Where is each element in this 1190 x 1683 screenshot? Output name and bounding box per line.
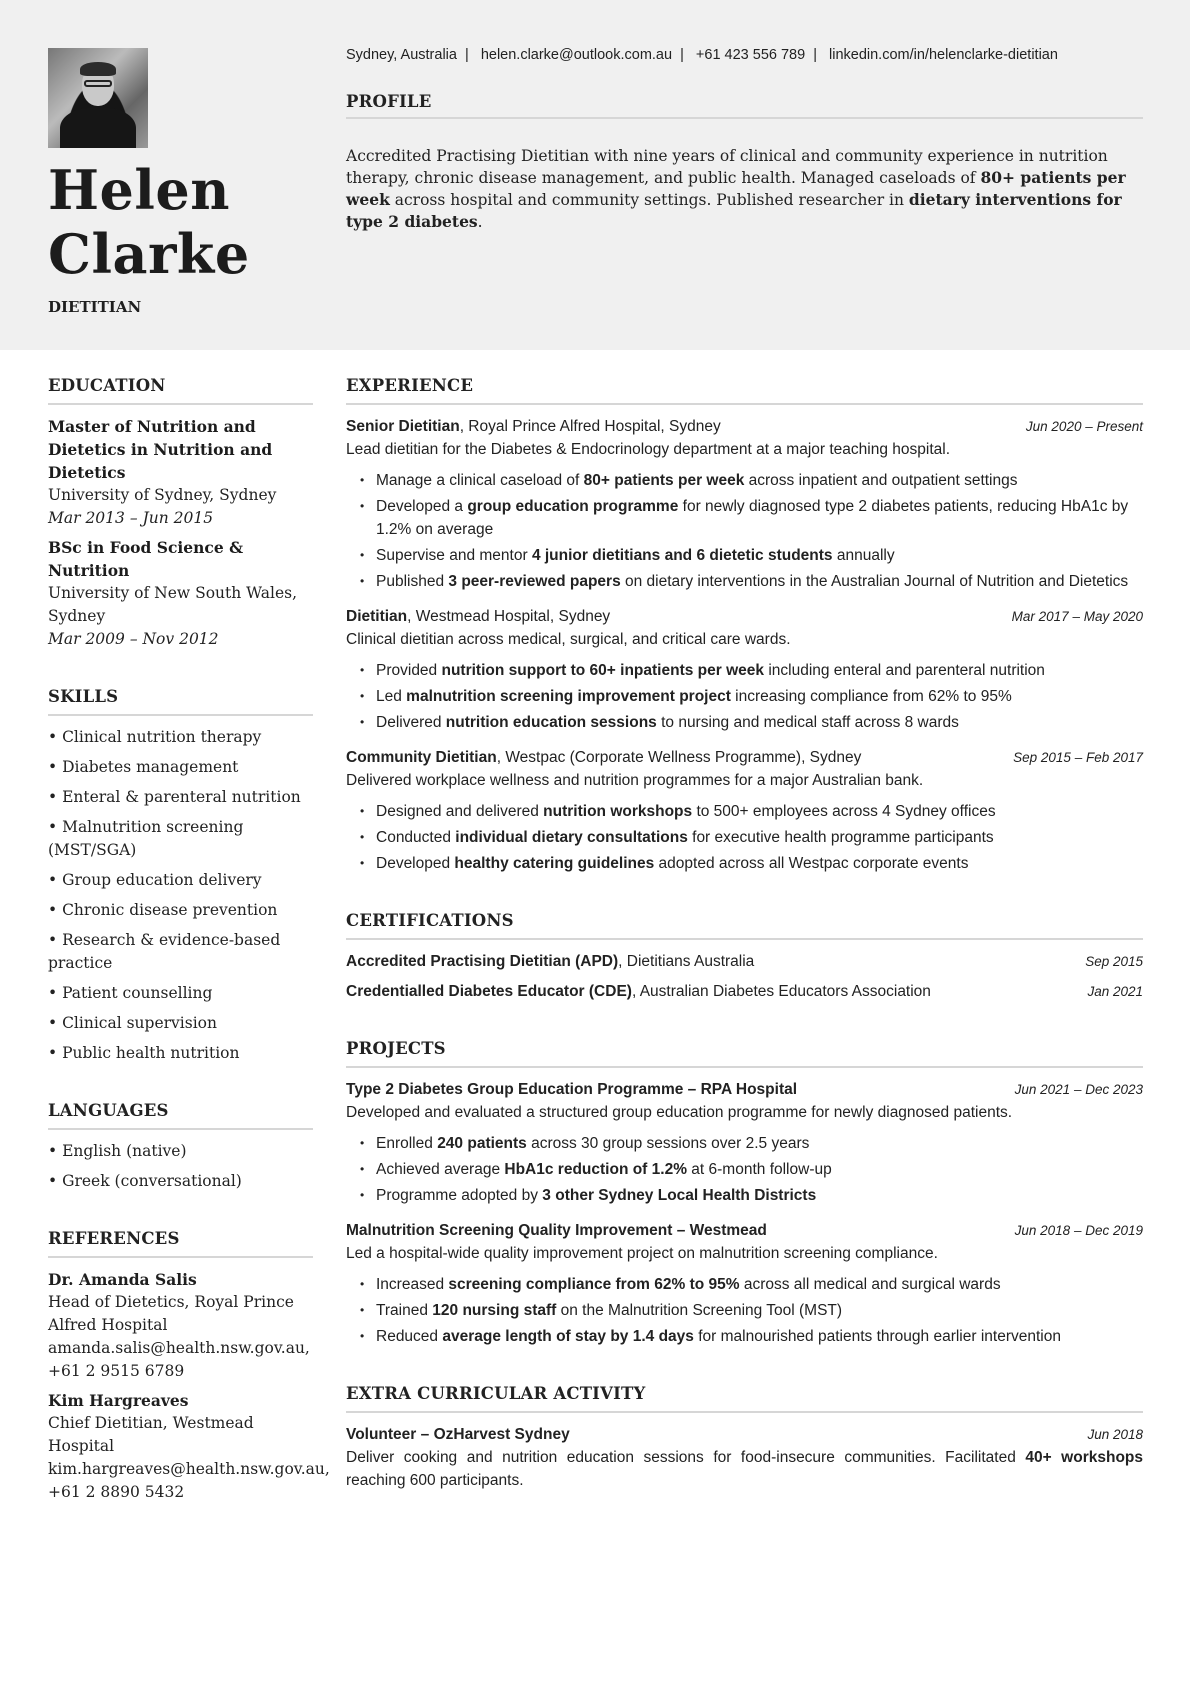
education-section [48, 374, 313, 651]
achievement-item [360, 469, 1143, 492]
body-text: Developed a [376, 498, 468, 515]
body-text: Enrolled [376, 1135, 438, 1152]
profile-section [346, 92, 1143, 233]
job-role: Dietitian [346, 608, 408, 625]
extracurricular-description [346, 1446, 1143, 1492]
achievement-item [360, 1273, 1143, 1296]
contact-email[interactable]: helen.clarke@outlook.com.au [480, 47, 673, 63]
job-role: Senior Dietitian [346, 418, 460, 435]
education-dates: Mar 2009 – Nov 2012 [48, 630, 219, 648]
experience-list [346, 415, 1143, 875]
achievement-list [346, 1273, 1143, 1348]
achievement-item [360, 711, 1143, 734]
extracurricular-section [346, 1382, 1143, 1492]
highlight-text: 80+ patients per week [346, 168, 1126, 209]
language-item: • English (native) [48, 1142, 187, 1160]
body-text: Delivered [376, 714, 446, 731]
certification-issuer: , Dietitians Australia [618, 953, 755, 970]
education-degree: Master of Nutrition and Dietetics in Nutrition and Dietetics [48, 417, 273, 482]
body-text: Designed and delivered [376, 803, 544, 820]
reference-name: Kim Hargreaves [48, 1391, 189, 1410]
skill-item: • Clinical nutrition therapy [48, 728, 262, 746]
highlight-text: 3 other Sydney Local Health Districts [542, 1187, 817, 1204]
entry-dates: Jun 2020 – Present [1025, 419, 1143, 434]
highlight-text: 120 nursing staff [432, 1302, 557, 1319]
experience-entry [346, 746, 1143, 875]
skill-item: • Chronic disease prevention [48, 901, 278, 919]
entry-description: Delivered workplace wellness and nutrition programmes for a major Australian bank. [346, 772, 924, 789]
education-school: University of New South Wales, Sydney [48, 584, 297, 625]
entry-description: Lead dietitian for the Diabetes & Endocrinology department at a major teaching hospital. [346, 441, 951, 458]
achievement-item [360, 495, 1143, 541]
project-name: Type 2 Diabetes Group Education Programme – RPA Hospital [346, 1081, 798, 1098]
certification-entry [346, 980, 1143, 1003]
certification-date: Jan 2021 [1087, 984, 1143, 999]
body-text: Developed [376, 855, 455, 872]
achievement-item [360, 852, 1143, 875]
entry-description: Led a hospital-wide quality improvement project on malnutrition screening compliance. [346, 1245, 938, 1262]
job-title [346, 415, 721, 438]
projects-list [346, 1078, 1143, 1348]
body-text: to nursing and medical staff across 8 wards [656, 714, 959, 731]
first-name: Helen [48, 158, 231, 222]
contact-separator: | [813, 47, 817, 63]
languages-section [48, 1099, 313, 1193]
highlight-text: HbA1c reduction of 1.2% [504, 1161, 687, 1178]
body-text: Accredited Practising Dietitian with nine years of clinical and community experience in nutrition therapy, chronic disease management, and public health. Managed caseloads of [346, 147, 1108, 187]
body-text: for newly diagnosed type 2 diabetes patients, reducing HbA1c by 1.2% on average [376, 498, 1129, 538]
body-text: at 6-month follow-up [686, 1161, 832, 1178]
highlight-text: average length of stay by 1.4 days [442, 1328, 694, 1345]
body-text: Manage a clinical caseload of [376, 472, 584, 489]
entry-dates: Mar 2017 – May 2020 [1011, 609, 1143, 624]
achievement-list [346, 1132, 1143, 1207]
highlight-text: healthy catering guidelines [454, 855, 655, 872]
reference-position: Chief Dietitian, Westmead Hospital [48, 1414, 254, 1455]
section-title-certifications: CERTIFICATIONS [346, 909, 1143, 940]
reference-entry [48, 1268, 313, 1383]
skill-item: • Public health nutrition [48, 1044, 240, 1062]
extracurricular-entry [346, 1423, 1143, 1492]
highlight-text: individual dietary consultations [455, 829, 688, 846]
section-title-extracurricular: EXTRA CURRICULAR ACTIVITY [346, 1382, 1143, 1413]
body-text: reaching 600 participants. [346, 1472, 524, 1489]
highlight-text: malnutrition screening improvement project [406, 688, 731, 705]
body-text: adopted across all Westpac corporate events [654, 855, 969, 872]
section-title-projects: PROJECTS [346, 1037, 1143, 1068]
photo-hair-shape [80, 62, 116, 76]
experience-entry [346, 415, 1143, 593]
achievement-item [360, 544, 1143, 567]
profile-summary [346, 145, 1143, 233]
experience-section [346, 374, 1143, 875]
section-title-languages: LANGUAGES [48, 1099, 313, 1130]
entry-dates: Jun 2021 – Dec 2023 [1014, 1082, 1143, 1097]
highlight-text: screening compliance from 62% to 95% [448, 1276, 740, 1293]
body-text: for malnourished patients through earlier intervention [693, 1328, 1061, 1345]
body-text: Increased [376, 1276, 449, 1293]
projects-section [346, 1037, 1143, 1348]
achievement-item [360, 1132, 1143, 1155]
achievement-item [360, 685, 1143, 708]
certification-name: Credentialled Diabetes Educator (CDE) [346, 983, 632, 1000]
highlight-text: 80+ patients per week [583, 472, 745, 489]
body-text: Achieved average [376, 1161, 505, 1178]
body-text: Reduced [376, 1328, 443, 1345]
project-title [346, 1078, 797, 1101]
education-entry [48, 536, 313, 651]
body-text: across inpatient and outpatient settings [744, 472, 1018, 489]
achievement-item [360, 570, 1143, 593]
body-text: increasing compliance from 62% to 95% [730, 688, 1012, 705]
job-title [346, 605, 610, 628]
last-name: Clarke [48, 222, 250, 286]
extracurricular-date: Jun 2018 [1087, 1427, 1143, 1442]
achievement-list [346, 469, 1143, 593]
highlight-text: 3 peer-reviewed papers [448, 573, 621, 590]
highlight-text: 40+ workshops [1025, 1449, 1143, 1466]
job-organisation: , Royal Prince Alfred Hospital, Sydney [459, 418, 721, 435]
experience-entry [346, 605, 1143, 734]
right-column [346, 374, 1143, 1526]
achievement-list [346, 800, 1143, 875]
job-organisation: , Westmead Hospital, Sydney [407, 608, 611, 625]
profile-photo [48, 48, 148, 148]
achievement-item [360, 1299, 1143, 1322]
project-title [346, 1219, 767, 1242]
entry-description: Developed and evaluated a structured group education programme for newly diagnosed patients. [346, 1104, 1013, 1121]
certification-name: Accredited Practising Dietitian (APD) [346, 953, 619, 970]
body-text: Trained [376, 1302, 433, 1319]
body-text: annually [832, 547, 895, 564]
skill-item: • Research & evidence-based practice [48, 931, 281, 972]
achievement-list [346, 659, 1143, 734]
job-organisation: , Westpac (Corporate Wellness Programme), Sydney [496, 749, 862, 766]
project-entry [346, 1219, 1143, 1348]
achievement-item [360, 1325, 1143, 1348]
contact-separator: | [680, 47, 684, 63]
reference-name: Dr. Amanda Salis [48, 1270, 197, 1289]
body-text: Programme adopted by [376, 1187, 543, 1204]
body-text: on dietary interventions in the Australian Journal of Nutrition and Dietetics [620, 573, 1129, 590]
achievement-item [360, 659, 1143, 682]
certifications-section [346, 909, 1143, 1003]
achievement-item [360, 1184, 1143, 1207]
project-name: Malnutrition Screening Quality Improvement – Westmead [346, 1222, 767, 1239]
body-text: for executive health programme participants [687, 829, 994, 846]
skill-item: • Patient counselling [48, 984, 213, 1002]
reference-contact[interactable]: amanda.salis@health.nsw.gov.au, +61 2 9515 6789 [48, 1339, 310, 1380]
highlight-text: nutrition education sessions [445, 714, 657, 731]
reference-entry [48, 1389, 330, 1504]
body-text: including enteral and parenteral nutrition [764, 662, 1045, 679]
project-entry [346, 1078, 1143, 1207]
entry-dates: Jun 2018 – Dec 2019 [1014, 1223, 1143, 1238]
highlight-text: dietary interventions for type 2 diabetes [346, 190, 1122, 231]
body-text: Supervise and mentor [376, 547, 532, 564]
body-text: Deliver cooking and nutrition education sessions for food-insecure communities. Facilitated [346, 1449, 1026, 1466]
body-text: Provided [376, 662, 442, 679]
photo-body-shape [60, 108, 136, 148]
certification-entry [346, 950, 1143, 973]
skill-item: • Clinical supervision [48, 1014, 217, 1032]
certification-issuer: , Australian Diabetes Educators Association [631, 983, 931, 1000]
entry-dates: Sep 2015 – Feb 2017 [1013, 750, 1143, 765]
section-title-references: REFERENCES [48, 1227, 313, 1258]
candidate-name [48, 158, 250, 286]
education-dates: Mar 2013 – Jun 2015 [48, 509, 214, 527]
highlight-text: group education programme [467, 498, 679, 515]
reference-position: Head of Dietetics, Royal Prince Alfred Hospital [48, 1293, 294, 1334]
section-title-education: EDUCATION [48, 374, 313, 405]
left-column [48, 374, 330, 1538]
skill-item: • Enteral & parenteral nutrition [48, 788, 301, 806]
entry-description: Clinical dietitian across medical, surgical, and critical care wards. [346, 631, 791, 648]
education-entry [48, 415, 313, 530]
body-text: across all medical and surgical wards [739, 1276, 1001, 1293]
body-text: across hospital and community settings. Published researcher in [389, 191, 909, 209]
job-role: Community Dietitian [346, 749, 497, 766]
highlight-text: nutrition workshops [543, 803, 693, 820]
contact-line [346, 47, 1058, 63]
skills-section [48, 685, 313, 1065]
highlight-text: 4 junior dietitians and 6 dietetic students [531, 547, 833, 564]
body-text: . [477, 213, 483, 231]
skill-item: • Group education delivery [48, 871, 262, 889]
education-school: University of Sydney, Sydney [48, 486, 277, 504]
achievement-item [360, 800, 1143, 823]
reference-contact[interactable]: kim.hargreaves@health.nsw.gov.au, +61 2 8890 5432 [48, 1460, 330, 1501]
body-text: to 500+ employees across 4 Sydney offices [692, 803, 996, 820]
contact-phone[interactable]: +61 423 556 789 [695, 47, 806, 63]
job-title [346, 746, 861, 769]
contact-separator: | [465, 47, 469, 63]
section-title-skills: SKILLS [48, 685, 313, 716]
achievement-item [360, 826, 1143, 849]
section-title-experience: EXPERIENCE [346, 374, 1143, 405]
skill-item: • Malnutrition screening (MST/SGA) [48, 818, 244, 859]
achievement-item [360, 1158, 1143, 1181]
body-text: Conducted [376, 829, 456, 846]
body-text: Published [376, 573, 449, 590]
photo-glasses-shape [84, 80, 112, 87]
references-section [48, 1227, 330, 1504]
extracurricular-name: Volunteer – OzHarvest Sydney [346, 1426, 570, 1443]
contact-location: Sydney, Australia [346, 47, 457, 63]
language-item: • Greek (conversational) [48, 1172, 242, 1190]
body-text: Led [376, 688, 407, 705]
section-title-profile: PROFILE [346, 92, 1143, 119]
highlight-text: nutrition support to 60+ inpatients per week [441, 662, 765, 679]
education-degree: BSc in Food Science & Nutrition [48, 538, 244, 580]
body-text: across 30 group sessions over 2.5 years [526, 1135, 810, 1152]
certification-date: Sep 2015 [1085, 954, 1143, 969]
body-text: on the Malnutrition Screening Tool (MST) [556, 1302, 843, 1319]
contact-linkedin[interactable]: linkedin.com/in/helenclarke-dietitian [829, 47, 1058, 63]
highlight-text: 240 patients [437, 1135, 527, 1152]
job-role: DIETITIAN [48, 298, 142, 316]
skill-item: • Diabetes management [48, 758, 239, 776]
